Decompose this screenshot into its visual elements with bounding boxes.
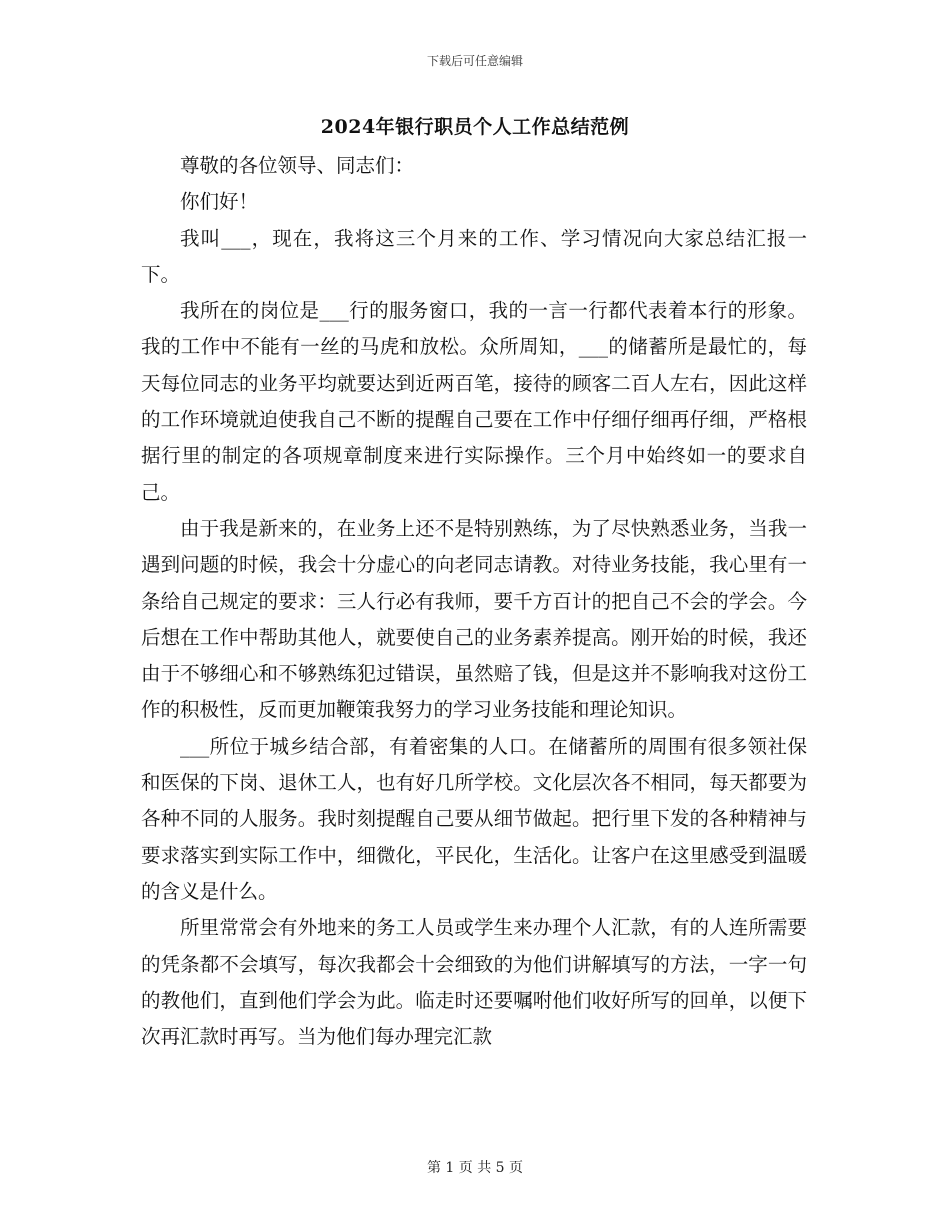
paragraph-post: 我所在的岗位是___行的服务窗口，我的一言一行都代表着本行的形象。我的工作中不能有一丝的马虎和放松。众所周知，___的储蓄所是最忙的，每天每位同志的业务平均就要达到近两百笔，接待的顾客二百人左右，因此这样的工作环境就迫使我自己不断的提醒自己要在工作中仔细仔细再仔细，严格根据行里的制定的各项规章制度来进行实际操作。三个月中始终如一的要求自己。 xyxy=(141,299,807,504)
paragraph-location: ___所位于城乡结合部，有着密集的人口。在储蓄所的周围有很多领社保和医保的下岗、退休工人，也有好几所学校。文化层次各不相同，每天都要为各种不同的人服务。我时刻提醒自己要从细节做起。把行里下发的各种精神与要求落实到实际工作中，细微化，平民化，生活化。让客户在这里感受到温暖的含义是什么。 xyxy=(141,734,807,903)
document-body xyxy=(141,148,807,1055)
document-title: 2024年银行职员个人工作总结范例 xyxy=(320,116,630,138)
paragraph-learning: 由于我是新来的，在业务上还不是特别熟练，为了尽快熟悉业务，当我一遇到问题的时候，我会十分虚心的向老同志请教。对待业务技能，我心里有一条给自己规定的要求：三人行必有我师，要千方百计的把自己不会的学会。今后想在工作中帮助其他人，就要使自己的业务素养提高。刚开始的时候，我还由于不够细心和不够熟练犯过错误，虽然赔了钱，但是这并不影响我对这份工作的积极性，反而更加鞭策我努力的学习业务技能和理论知识。 xyxy=(141,516,807,722)
header-note: 下载后可任意编辑 xyxy=(426,54,523,68)
paragraph-remittance: 所里常常会有外地来的务工人员或学生来办理个人汇款，有的人连所需要的凭条都不会填写，每次我都会十会细致的为他们讲解填写的方法，一字一句的教他们，直到他们学会为此。临走时还要嘱咐他们收好所写的回单，以便下次再汇款时再写。当为他们每办理完汇款 xyxy=(141,916,807,1049)
paragraph-intro: 我叫___，现在，我将这三个月来的工作、学习情况向大家总结汇报一下。 xyxy=(141,226,807,286)
page-number: 第 1 页 共 5 页 xyxy=(426,1160,524,1176)
paragraph-hello: 你们好！ xyxy=(180,190,259,214)
paragraph-greeting: 尊敬的各位领导、同志们： xyxy=(180,154,415,177)
